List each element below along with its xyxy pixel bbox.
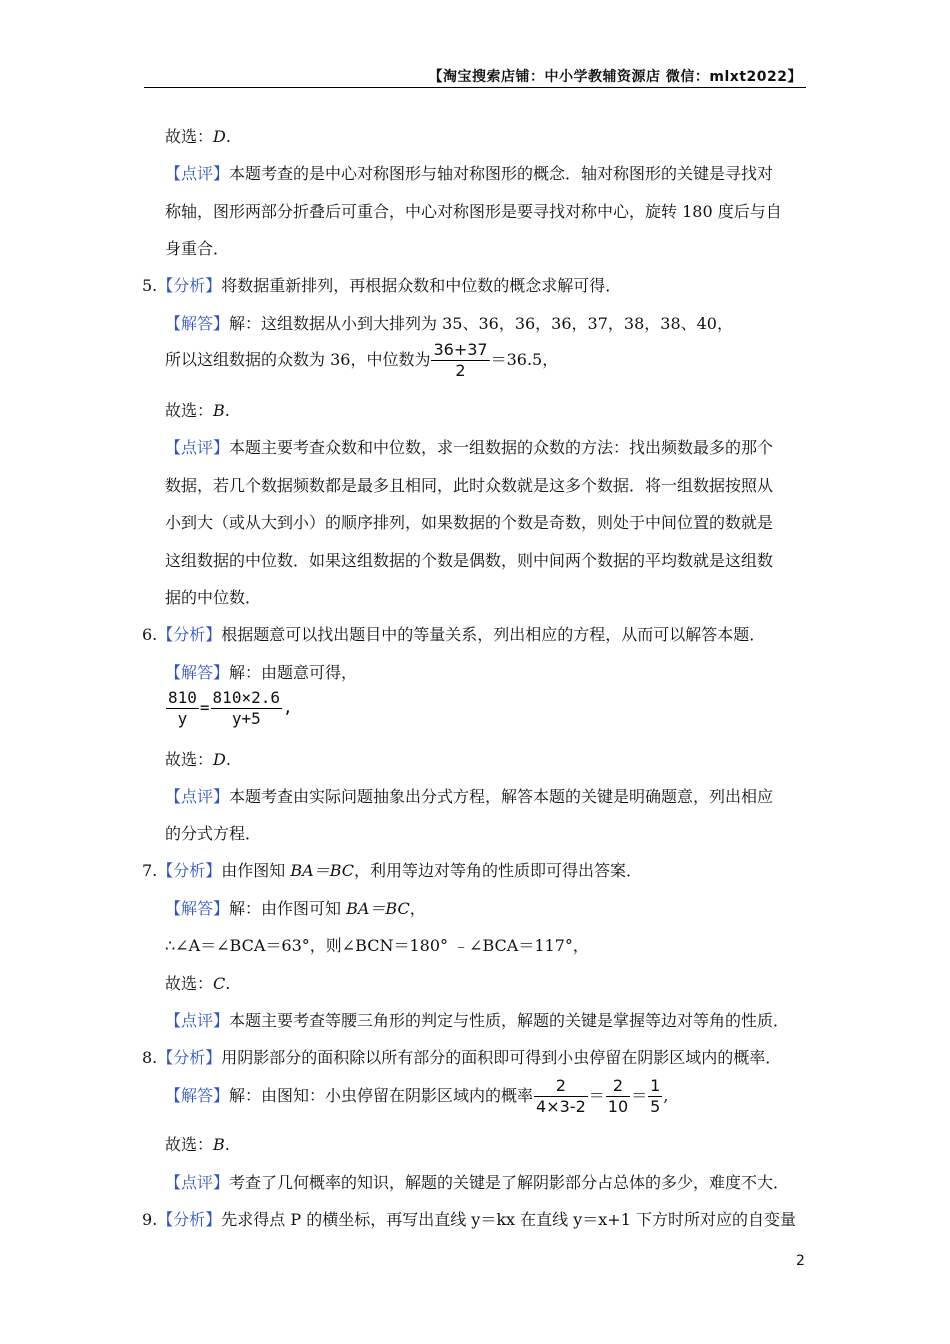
- q6-solution-line-1: 【解答】解：由题意可得，: [165, 663, 358, 682]
- q8-answer: 故选：B.: [165, 1135, 230, 1154]
- page-number: 2: [796, 1253, 805, 1269]
- q4-comment-line-1: 【点评】本题考查的是中心对称图形与轴对称图形的概念．轴对称图形的关键是寻找对: [165, 164, 774, 183]
- q5-answer: 故选：B.: [165, 401, 230, 420]
- q5-fraction: $\frac{36+37}{2}$: [433, 340, 488, 380]
- q4-comment-line-2: 称轴，图形两部分折叠后可重合，中心对称图形是要寻找对称中心，旋转 180 度后与自: [165, 202, 782, 221]
- q8-solution: 【解答】解：由图知：小虫停留在阴影区域内的概率 $\frac{2}{4\times 3-2}$ ＝ $\frac{2}{10}$ ＝ $\frac{1}{5}$ ,: [165, 1076, 669, 1116]
- q7-solution-line-2: ∴∠A＝∠BCA＝63°，则∠BCN＝180° ﹣∠BCA＝117°，: [165, 936, 589, 955]
- q7-solution-line-1: 【解答】解：由作图可知 BA＝BC，: [165, 899, 426, 918]
- q5-comment-line-1: 【点评】本题主要考查众数和中位数，求一组数据的众数的方法：找出频数最多的那个: [165, 438, 774, 457]
- q8-comment: 【点评】考查了几何概率的知识，解题的关键是了解阴影部分占总体的多少，难度不大．: [165, 1173, 790, 1192]
- analysis-tag: 【分析】: [157, 276, 222, 295]
- q4-comment-line-3: 身重合．: [165, 239, 230, 258]
- q6-analysis: 6.【分析】根据题意可以找出题目中的等量关系，列出相应的方程，从而可以解答本题．: [142, 625, 766, 644]
- comment-tag: 【点评】: [165, 164, 230, 183]
- q5-solution-line-1: 【解答】解：这组数据从小到大排列为 35、36，36，36，37，38，38、40，: [165, 314, 733, 333]
- page-header: 【淘宝搜索店铺：中小学教辅资源店 微信：mlxt2022】: [428, 69, 802, 85]
- q7-comment: 【点评】本题主要考查等腰三角形的判定与性质，解题的关键是掌握等边对等角的性质．: [165, 1011, 790, 1030]
- solution-tag: 【解答】: [165, 314, 230, 333]
- q8-analysis: 8.【分析】用阴影部分的面积除以所有部分的面积即可得到小虫停留在阴影区域内的概率．: [142, 1048, 782, 1067]
- q5-comment-line-2: 数据，若几个数据频数都是最多且相同，此时众数就是这多个数据．将一组数据按照从: [165, 476, 774, 495]
- q4-answer: 故选：D.: [165, 127, 231, 146]
- q5-comment-line-4: 这组数据的中位数．如果这组数据的个数是偶数，则中间两个数据的平均数就是这组数: [165, 551, 774, 570]
- header-rule: [144, 87, 806, 88]
- q6-equation: $\frac{810}{y}$ = $\frac{810\times 2.6}{y+5}$ ,: [168, 688, 293, 728]
- q6-comment-line-1: 【点评】本题考查由实际问题抽象出分式方程，解答本题的关键是明确题意，列出相应: [165, 787, 774, 806]
- q6-answer: 故选：D.: [165, 750, 231, 769]
- q5-comment-line-3: 小到大（或从大到小）的顺序排列，如果数据的个数是奇数，则处于中间位置的数就是: [165, 513, 774, 532]
- q5-solution-line-2: 所以这组数据的众数为 36，中位数为 $\frac{36+37}{2}$ ＝36.5，: [165, 340, 559, 380]
- q7-analysis: 7.【分析】由作图知 BA＝BC，利用等边对等角的性质即可得出答案．: [142, 861, 643, 880]
- q6-comment-line-2: 的分式方程．: [165, 824, 262, 843]
- q9-analysis: 9.【分析】先求得点 P 的横坐标，再写出直线 y＝kx 在直线 y＝x+1 下方时所对应的自变量: [142, 1210, 796, 1229]
- q5-comment-line-5: 据的中位数．: [165, 588, 262, 607]
- q7-answer: 故选：C.: [165, 974, 231, 993]
- q5-analysis: 5.【分析】将数据重新排列，再根据众数和中位数的概念求解可得．: [142, 276, 622, 295]
